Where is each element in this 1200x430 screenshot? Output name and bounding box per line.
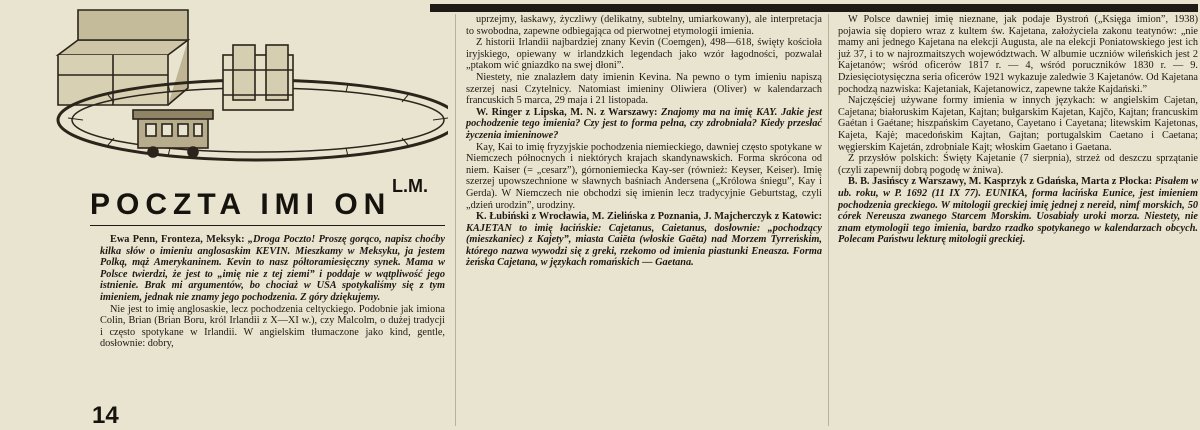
- letter-sender: B. B. Jasińscy z Warszawy, M. Kasprzyk z Gdańska, Marta z Płocka:: [848, 176, 1153, 188]
- letter-sender: Ewa Penn, Fronteza, Meksyk:: [110, 234, 245, 245]
- letter-question: „Droga Poczto! Proszę gorąco, napisz choćby kilka słów o imieniu anglosaskim KEVIN. Mieszkamy w Meksyku, ja jestem Polką, mąż Amerykaninem. Kevin to nasz półtoramiesięczny synek. Mama w Polsce twierdzi, że jest to „imię nie z tej ziemi” i poddaje w wątpliwość jego istnienie. Brak mi argumentów, bo chociaż w USA spotykaliśmy się z tym imieniem, jednak nie znamy jego pochodzenia. Z góry dziękujemy.: [100, 234, 445, 303]
- letter-question: KAJETAN to imię łacińskie: Cajetanus, Caietanus, dosłownie: „pochodzący (mieszkaniec) z Kajety”, miasta Caiēta (włoskie Gaēta) nad Morzem Tyrreńskim, którego nazwa wywodzi się z greki, rzekomo od imienia piastunki Eneasza. Forma żeńska Cajetana, w językach romańskich — Gaetana.: [466, 222, 822, 269]
- paragraph: Kay, Kai to imię fryzyjskie pochodzenia niemieckiego, dawniej często spotykane w Niemczech północnych i niektórych krajach skandynawskich. Forma skrócona od niem. Kaiser (= „cesarz”), górnoniemiecka Kay-ser (również: Keyser, Keiser). Imię szerzej upowszechnione w sławnych baśniach Andersena („Królowa śniegu”, Kay i Gerda). W Niemczech nie obchodzi się imienin lecz tradycyjnie Geburtstag, czyli „dzień urodzin”, urodziny.: [466, 141, 822, 211]
- paragraph: Niestety, nie znalazłem daty imienin Kevina. Na pewno o tym imieniu napiszą szerzej nasi Czytelnicy. Natomiast imieniny Oliwiera (Oliver) w kalendarzach francuskich 5 marca, 29 maja i 21 listopada.: [466, 71, 822, 107]
- header-bar: [430, 4, 1198, 12]
- paragraph: [100, 234, 445, 304]
- paragraph: [466, 107, 822, 142]
- paragraph: [838, 176, 1198, 246]
- paragraph: [466, 211, 822, 269]
- letter-question: Pisałem w ub. roku, w P. 1692 (11 IX 77). EUNIKA, forma łacińska Eunice, jest imieniem pochodzenia greckiego. W mitologii greckiej imię jednej z nereid, nimf morskich, 50 córek Nereusza zwanego Starcem Morskim. Uosabiały uroki morza. Niestety, nie znam etymologii tego imienia, bardzo rzadko spotykanego w kalendarzach obcych. Polecam Państwu lekturę mitologii greckiej.: [838, 176, 1199, 246]
- column-divider: [455, 14, 456, 426]
- paragraph: Z historii Irlandii najbardziej znany Kevin (Coemgen), 498—618, święty kościoła iryjskiego, opiewany w irlandzkich legendach jako wzór łagodności, pozwalał „ptakom wić gniazdko na swej dłoni”.: [466, 37, 822, 72]
- toy-train-illustration: [28, 0, 448, 170]
- text-column-3: [838, 14, 1198, 246]
- column-divider: [828, 14, 829, 426]
- letter-question: Znajomy ma na imię KAY. Jakie jest pochodzenie tego imienia? Czy jest to forma pełna, czy zdrobniała? Kiedy przesłać życzenia imieninowe?: [466, 106, 822, 141]
- page-number: 14: [92, 402, 119, 429]
- title-rule: [90, 225, 445, 226]
- text-column-1: [100, 234, 445, 350]
- paragraph: uprzejmy, łaskawy, życzliwy (delikatny, subtelny, umiarkowany), ale interpretacja to swobodna, zapewne odbiegająca od pierwotnej etymologii imienia.: [466, 14, 822, 37]
- paragraph: W Polsce dawniej imię nieznane, jak podaje Bystroń („Księga imion”, 1938) pojawia się dopiero wraz z kultem św. Kajetana, założyciela zakonu teatynów: „nie mamy ani jednego Kajetana na elekcji Augusta, ale na elekcji Poniatowskiego jest ich już 37, i to w najrozmaitszych województwach. W albumie uczniów wileńskich jest 2 Kajetanów; wśród oficerów 1817 r. — 4, wśród poruczników 1830 r. — 9. Dziesięciotysięczna seria oficerów 1921 wykazuje zaledwie 3 Kajetanów. Od Kajetana pochodzą nazwiska: Kajetaniak, Kajetanowicz, zapewne także Kajdański.”: [838, 14, 1198, 95]
- paragraph: Najczęściej używane formy imienia w innych językach: w angielskim Cajetan, Cajetana; białoruskim Kajetan, Kajtan; bułgarskim Kajetan, Kajčo, Kajtan; francuskim Gaétan i Gaétane; hiszpańskim Cayetano, Cayetano i Cayetana; litewskim Kajetonas, Kajeta, Kajė; macedońskim Kajtan, Gajtan; portugalskim Caetano i Caetana; węgierskim Kajetán, zdrobniale Kajt; włoskim Gaetano i Gaetana.: [838, 95, 1198, 153]
- text-column-2: [466, 14, 822, 269]
- article-title: POCZTA IMI ON: [90, 188, 392, 221]
- letter-sender: K. Łubiński z Wrocławia, M. Zielińska z Poznania, J. Majcherczyk z Katowic:: [476, 211, 822, 223]
- paragraph: Nie jest to imię anglosaskie, lecz pochodzenia celtyckiego. Podobnie jak imiona Colin, Brian (Brian Boru, król Irlandii z X—XI w.), czy Malcolm, o dużej tradycji i często spotykane w Irlandii. W angielskim tłumaczone jako kind, gentle, dosłownie: dobry,: [100, 303, 445, 350]
- letter-sender: W. Ringer z Lipska, M. N. z Warszawy:: [476, 106, 658, 118]
- article-author: L.M.: [392, 176, 428, 196]
- paragraph: Z przysłów polskich: Święty Kajetanie (7 sierpnia), strzeż od deszczu sprzątanie (czyli zapewnij dobrą pogodę w żniwa).: [838, 153, 1198, 176]
